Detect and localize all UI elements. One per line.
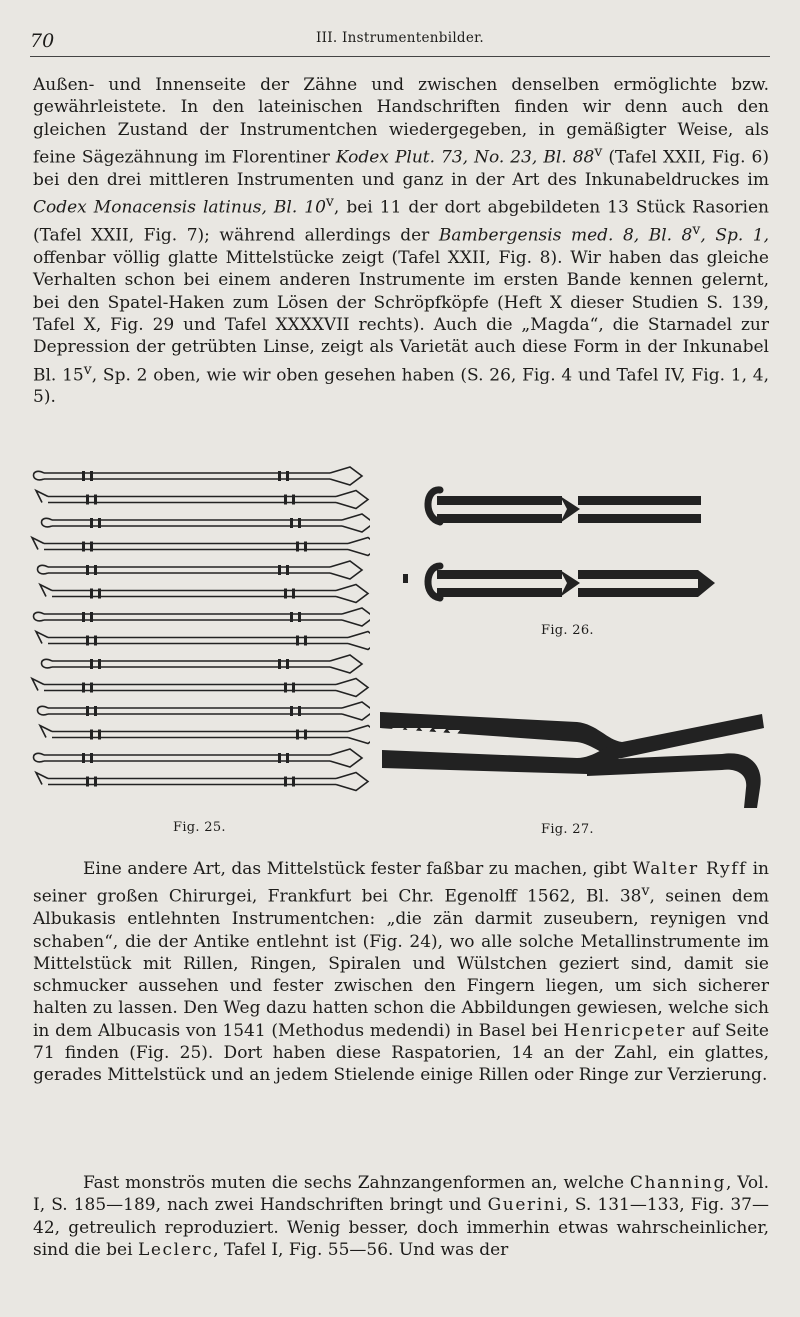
paragraph-1: Außen- und Innenseite der Zähne und zwischen denselben ermöglichte bzw. gewährleistete. In den lateinischen Handschriften finden wir denn auch den gleichen Zustand der Instrumentchen wiedergegeben, in gemäßigter Weise, als feine Sägezähnung im Florentiner Kodex Plut. 73, No. 23, Bl. 88$^v$ (Tafel XXII, Fig. 6) bei den drei mittleren Instrumenten und ganz in der Art des Inkunabeldruckes im Codex Monacensis latinus, Bl. 10$^v$, bei 11 der dort abgebildeten 13 Stück Rasorien (Tafel XXII, Fig. 7); während allerdings der Bambergensis med. 8, Bl. 8$^v$, Sp. 1, offenbar völlig glatte Mittelstücke zeigt (Tafel XXII, Fig. 8). Wir haben das gleiche Verhalten schon bei einem anderen Instrumente im ersten Bande kennen gelernt, bei den Spatel-Haken zum Lösen der Schröpfköpfe (Heft X dieser Studien S. 139, Tafel X, Fig. 29 und Tafel XXXXVII rechts). Auch die „Magda“, die Starnadel zur Depression der getrübten Linse, zeigt als Varietät auch diese Form in der Inkunabel Bl. 15$^v$, Sp. 2 oben, wie wir oben gesehen haben (S. 26, Fig. 4 und Tafel IV, Fig. 1, 4, 5).: [33, 75, 770, 408]
caption-fig-25: Fig. 25.: [173, 820, 226, 835]
raspatory-drawing: [34, 608, 371, 626]
figure-26-hooks: [395, 478, 725, 618]
raspatory-drawing: [34, 467, 363, 485]
figure-27-forceps: [372, 700, 767, 820]
raspatory-drawing: [36, 491, 368, 509]
running-head: III. Instrumentenbilder.: [315, 30, 485, 46]
caption-fig-26: Fig. 26.: [541, 623, 594, 638]
raspatory-drawing: [42, 655, 363, 673]
raspatory-drawing: [40, 726, 370, 744]
raspatory-drawing: [32, 538, 370, 556]
raspatory-drawing: [34, 749, 363, 767]
page-number: 70: [30, 30, 55, 52]
paragraph-2: Eine andere Art, das Mittelstück fester faßbar zu machen, gibt Walter Ryff in seiner großen Chirurgei, Frankfurt bei Chr. Egenolff 1562, Bl. 38$^v$, seinen dem Albukasis entlehnten Instrumentchen: „die zän darmit zuseubern, reynigen vnd schaben“, die der Antike entlehnt ist (Fig. 24), wo alle solche Metallinstrumente im Mittelstück mit Rillen, Ringen, Spiralen und Wülstchen geziert sind, damit sie schmucker aussehen und fester zwischen den Fingern liegen, um sich sicherer halten zu lassen. Den Weg dazu hatten schon die Abbildungen gewiesen, welche sich in dem Albucasis von 1541 (Methodus medendi) in Basel bei Henricpeter auf Seite 71 finden (Fig. 25). Dort haben diese Raspatorien, 14 an der Zahl, ein glattes, gerades Mittelstück und an jedem Stielende einige Rillen oder Ringe zur Verzierung.: [33, 859, 770, 1086]
page-header: [30, 22, 770, 57]
raspatory-drawing: [32, 679, 368, 697]
caption-fig-27: Fig. 27.: [541, 822, 594, 837]
raspatory-drawing: [36, 773, 368, 791]
paragraph-3: Fast monströs muten die sechs Zahnzangenformen an, welche Channing, Vol. I, S. 185—189, nach zwei Handschriften bringt und Guerini, S. 131—133, Fig. 37—42, getreulich reproduziert. Wenig besser, doch immerhin etwas wahrscheinlicher, sind die bei Leclerc, Tafel I, Fig. 55—56. Und was der: [33, 1173, 769, 1260]
figure-25-raspatories: [30, 462, 370, 812]
raspatory-drawing: [42, 514, 371, 532]
raspatory-drawing: [38, 561, 363, 579]
raspatory-drawing: [40, 585, 368, 603]
raspatory-drawing: [38, 702, 371, 720]
raspatory-drawing: [36, 632, 370, 650]
